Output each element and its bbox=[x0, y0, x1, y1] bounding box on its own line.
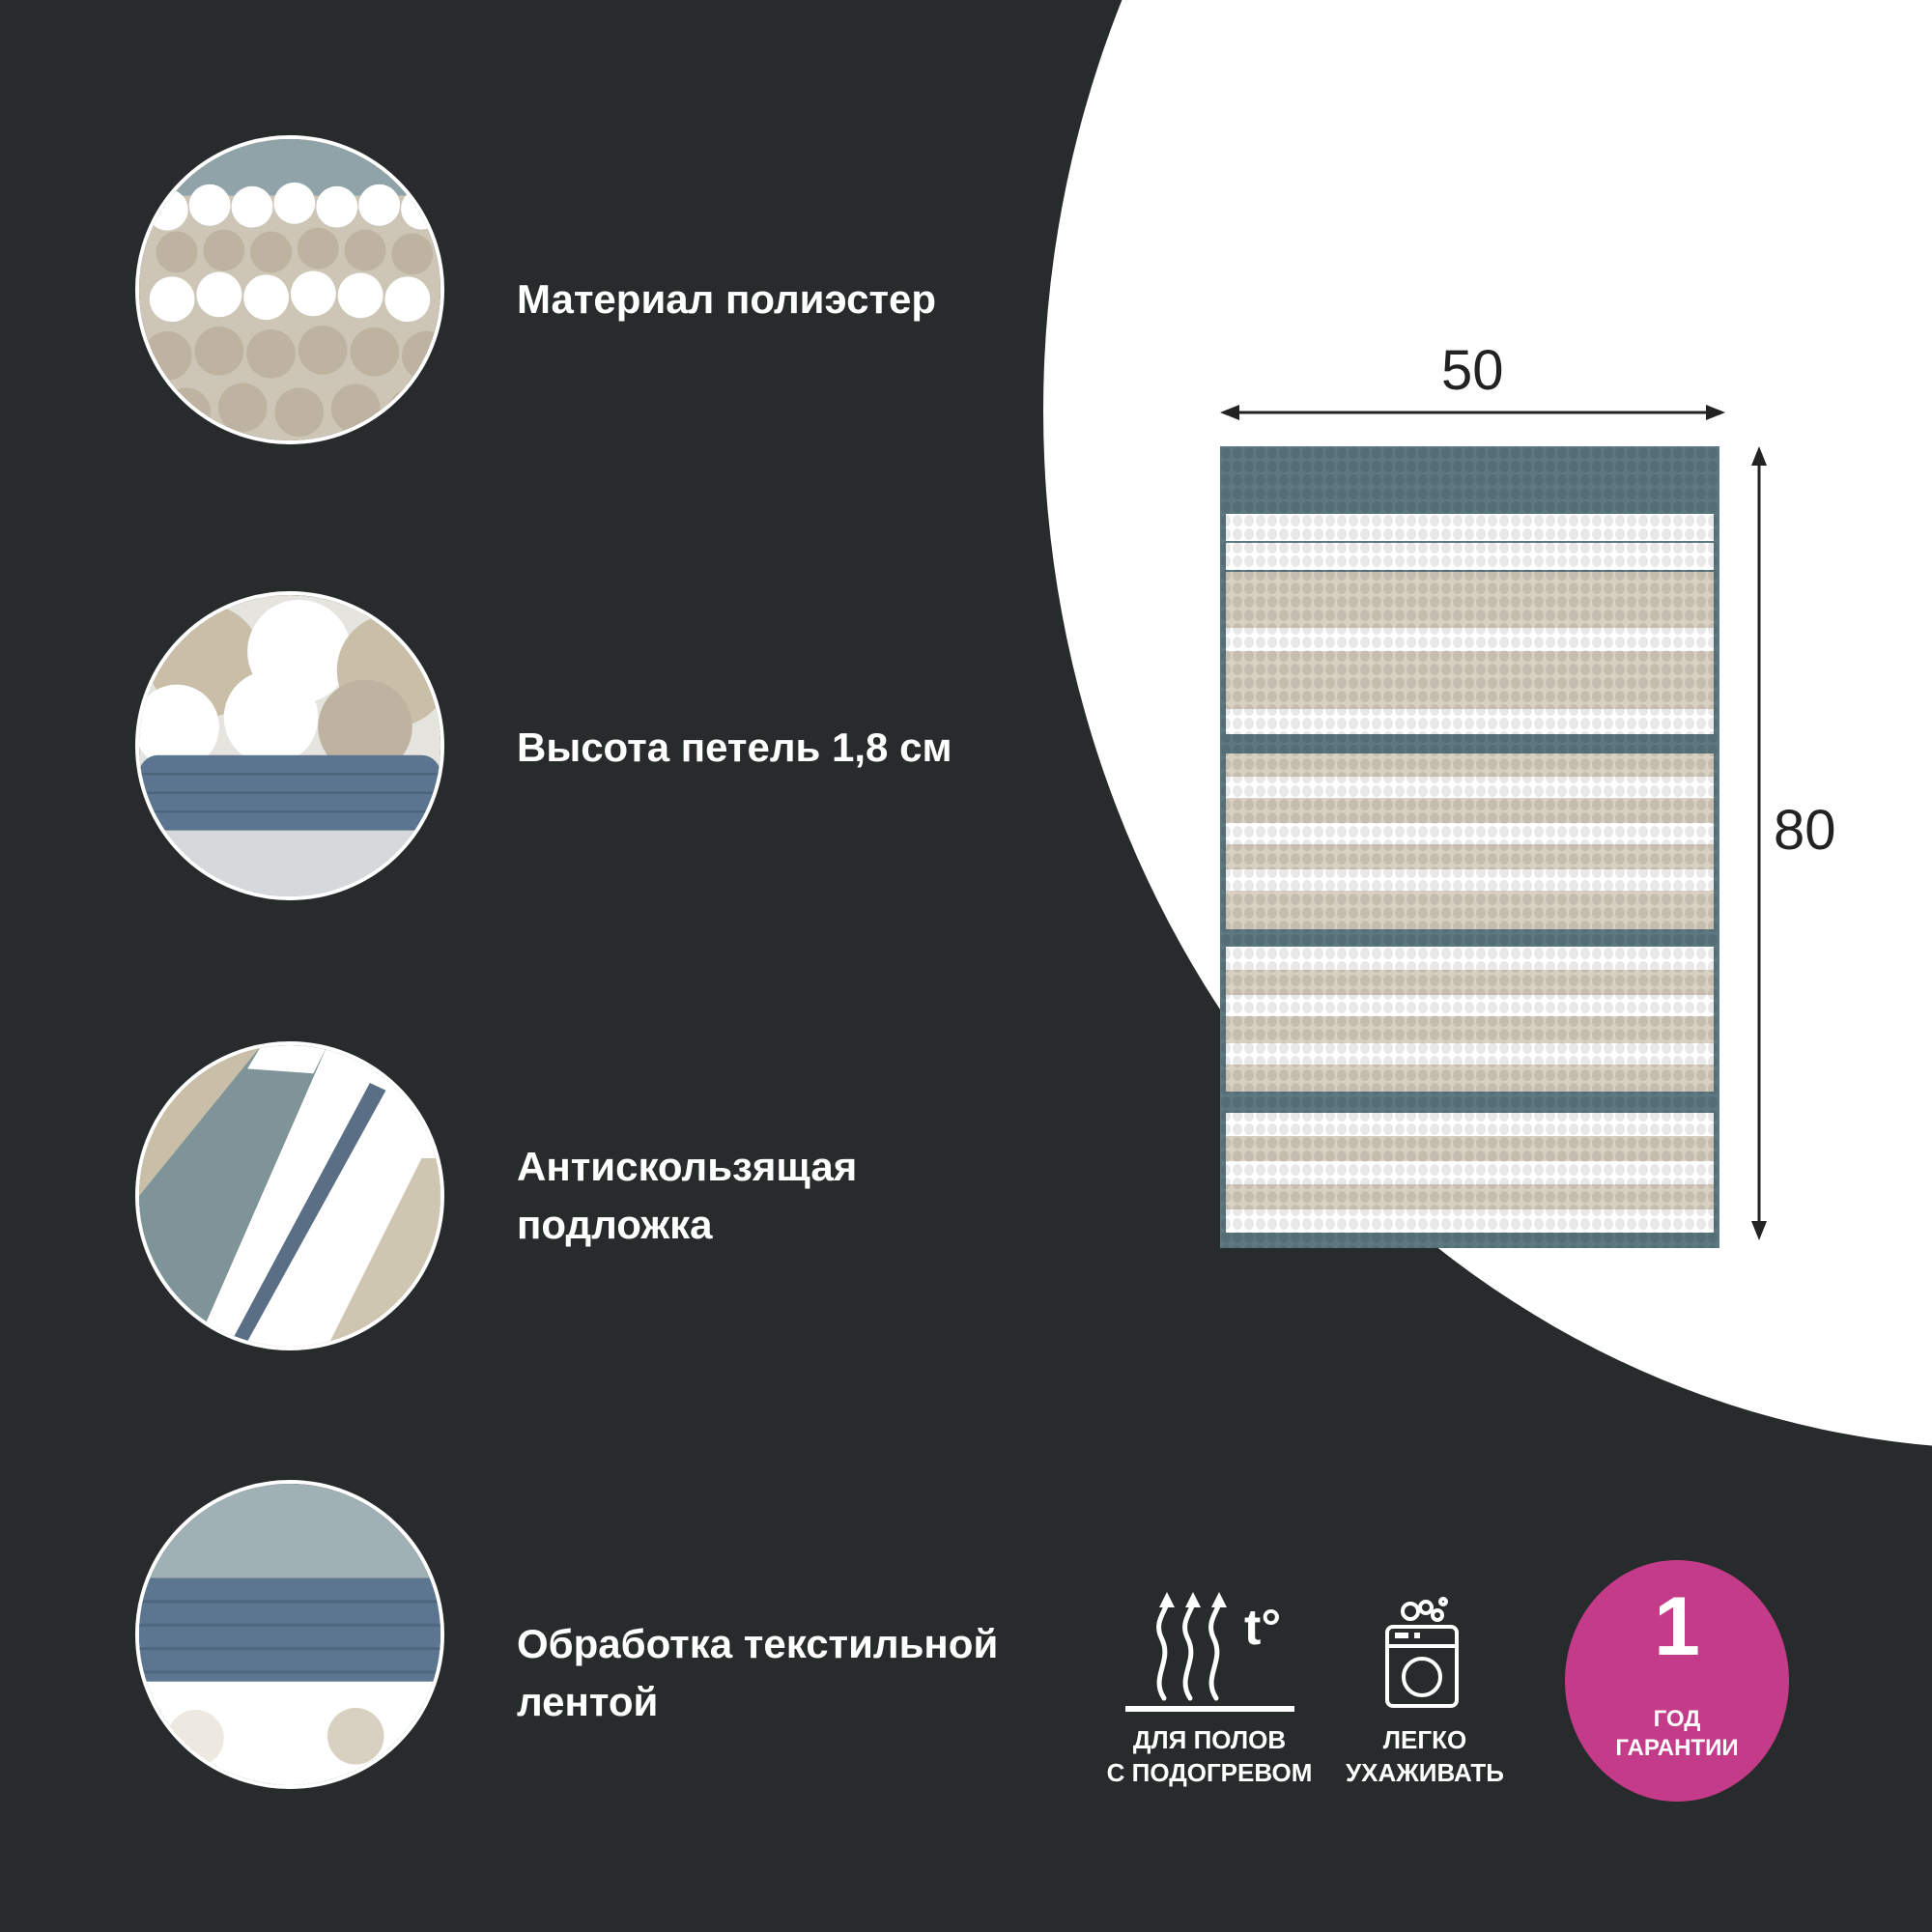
temperature-symbol: t° bbox=[1244, 1600, 1282, 1656]
washing-machine-icon bbox=[1383, 1594, 1461, 1710]
anti-slip-backing-texture-icon bbox=[135, 1041, 444, 1350]
feature-anti-slip-label: Антискользящая подложка bbox=[517, 1144, 858, 1247]
height-dimension-arrow bbox=[1745, 446, 1774, 1240]
height-value: 80 bbox=[1774, 799, 1836, 862]
loop-height-texture-icon bbox=[135, 591, 444, 900]
heated-floor-label: ДЛЯ ПОЛОВ С ПОДОГРЕВОМ bbox=[1106, 1725, 1313, 1787]
feature-loop-height-label: Высота петель 1,8 см bbox=[517, 724, 952, 770]
textile-tape-edge-texture-icon bbox=[135, 1480, 444, 1789]
feature-material-label: Материал полиэстер bbox=[517, 276, 937, 322]
warranty-years: 1 bbox=[1654, 1580, 1700, 1673]
feature-tape-edge-label: Обработка текстильной лентой bbox=[517, 1621, 999, 1724]
heated-floor-icon bbox=[1121, 1584, 1299, 1715]
warranty-label: ГОД ГАРАНТИИ bbox=[1615, 1706, 1739, 1761]
polyester-texture-icon bbox=[135, 135, 444, 444]
easy-care-label: ЛЕГКО УХАЖИВАТЬ bbox=[1345, 1725, 1504, 1787]
warranty-badge bbox=[1565, 1560, 1789, 1802]
striped-bath-rug bbox=[1220, 446, 1719, 1248]
width-value: 50 bbox=[1441, 339, 1504, 402]
